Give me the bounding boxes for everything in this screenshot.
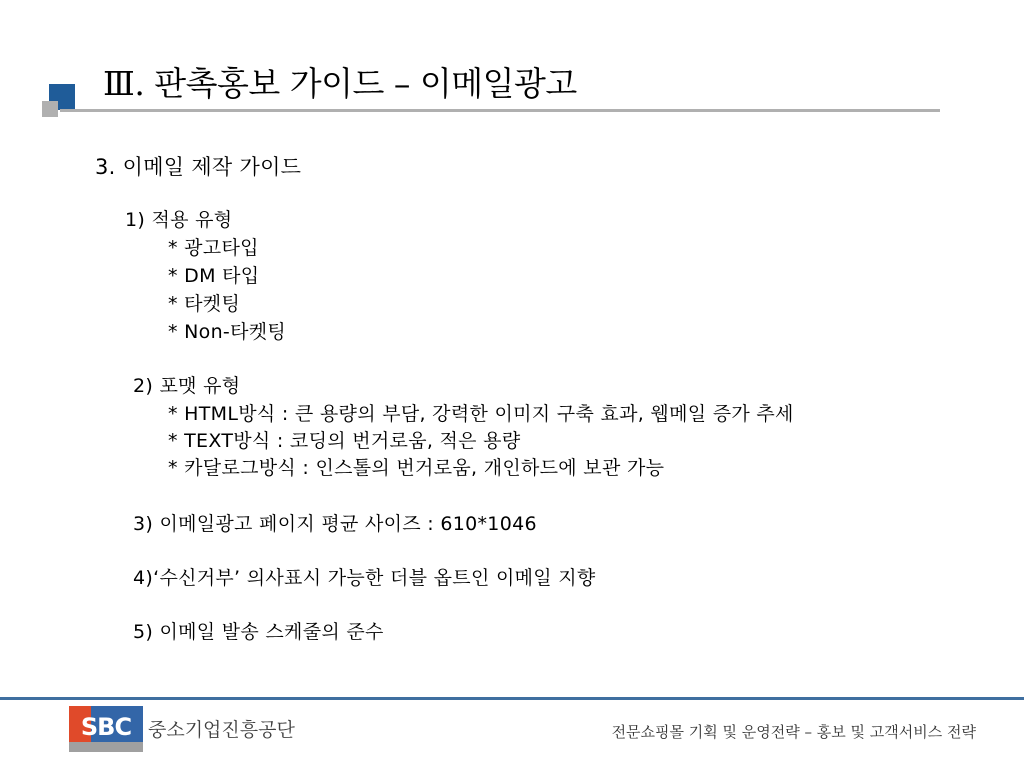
subsection-2-item: * HTML방식 : 큰 용량의 부담, 강력한 이미지 구축 효과, 웹메일 증가 추세: [168, 403, 794, 425]
subsection-5-line: 5) 이메일 발송 스케줄의 준수: [133, 621, 384, 643]
section-heading: 3. 이메일 제작 가이드: [95, 155, 302, 179]
sbc-logo: [69, 706, 143, 752]
subsection-3-line: 3) 이메일광고 페이지 평균 사이즈 : 610*1046: [133, 513, 537, 535]
subsection-2-item: * TEXT방식 : 코딩의 번거로움, 적은 용량: [168, 430, 521, 452]
subsection-1-item: * DM 타입: [168, 265, 260, 287]
subsection-2-heading: 2) 포맷 유형: [133, 375, 241, 397]
organization-name: 중소기업진흥공단: [148, 719, 295, 741]
subsection-4-line: 4)‘수신거부’ 의사표시 가능한 더블 옵트인 이메일 지향: [133, 567, 596, 589]
subsection-1-heading: 1) 적용 유형: [125, 209, 233, 231]
subsection-1-item: * Non-타켓팅: [168, 321, 287, 343]
logo-gray-band: [69, 742, 143, 752]
title-square-gray-icon: [42, 101, 58, 117]
page-title: Ⅲ. 판촉홍보 가이드 – 이메일광고: [103, 64, 577, 103]
title-divider: [60, 109, 940, 112]
subsection-1-item: * 타켓팅: [168, 293, 241, 315]
subsection-1-item: * 광고타입: [168, 237, 259, 259]
footer-divider: [0, 697, 1024, 700]
subsection-2-item: * 카달로그방식 : 인스톨의 번거로움, 개인하드에 보관 가능: [168, 457, 665, 479]
footer-caption: 전문쇼핑몰 기획 및 운영전략 – 홍보 및 고객서비스 전략: [611, 723, 976, 741]
logo-text: SBC: [80, 713, 132, 741]
